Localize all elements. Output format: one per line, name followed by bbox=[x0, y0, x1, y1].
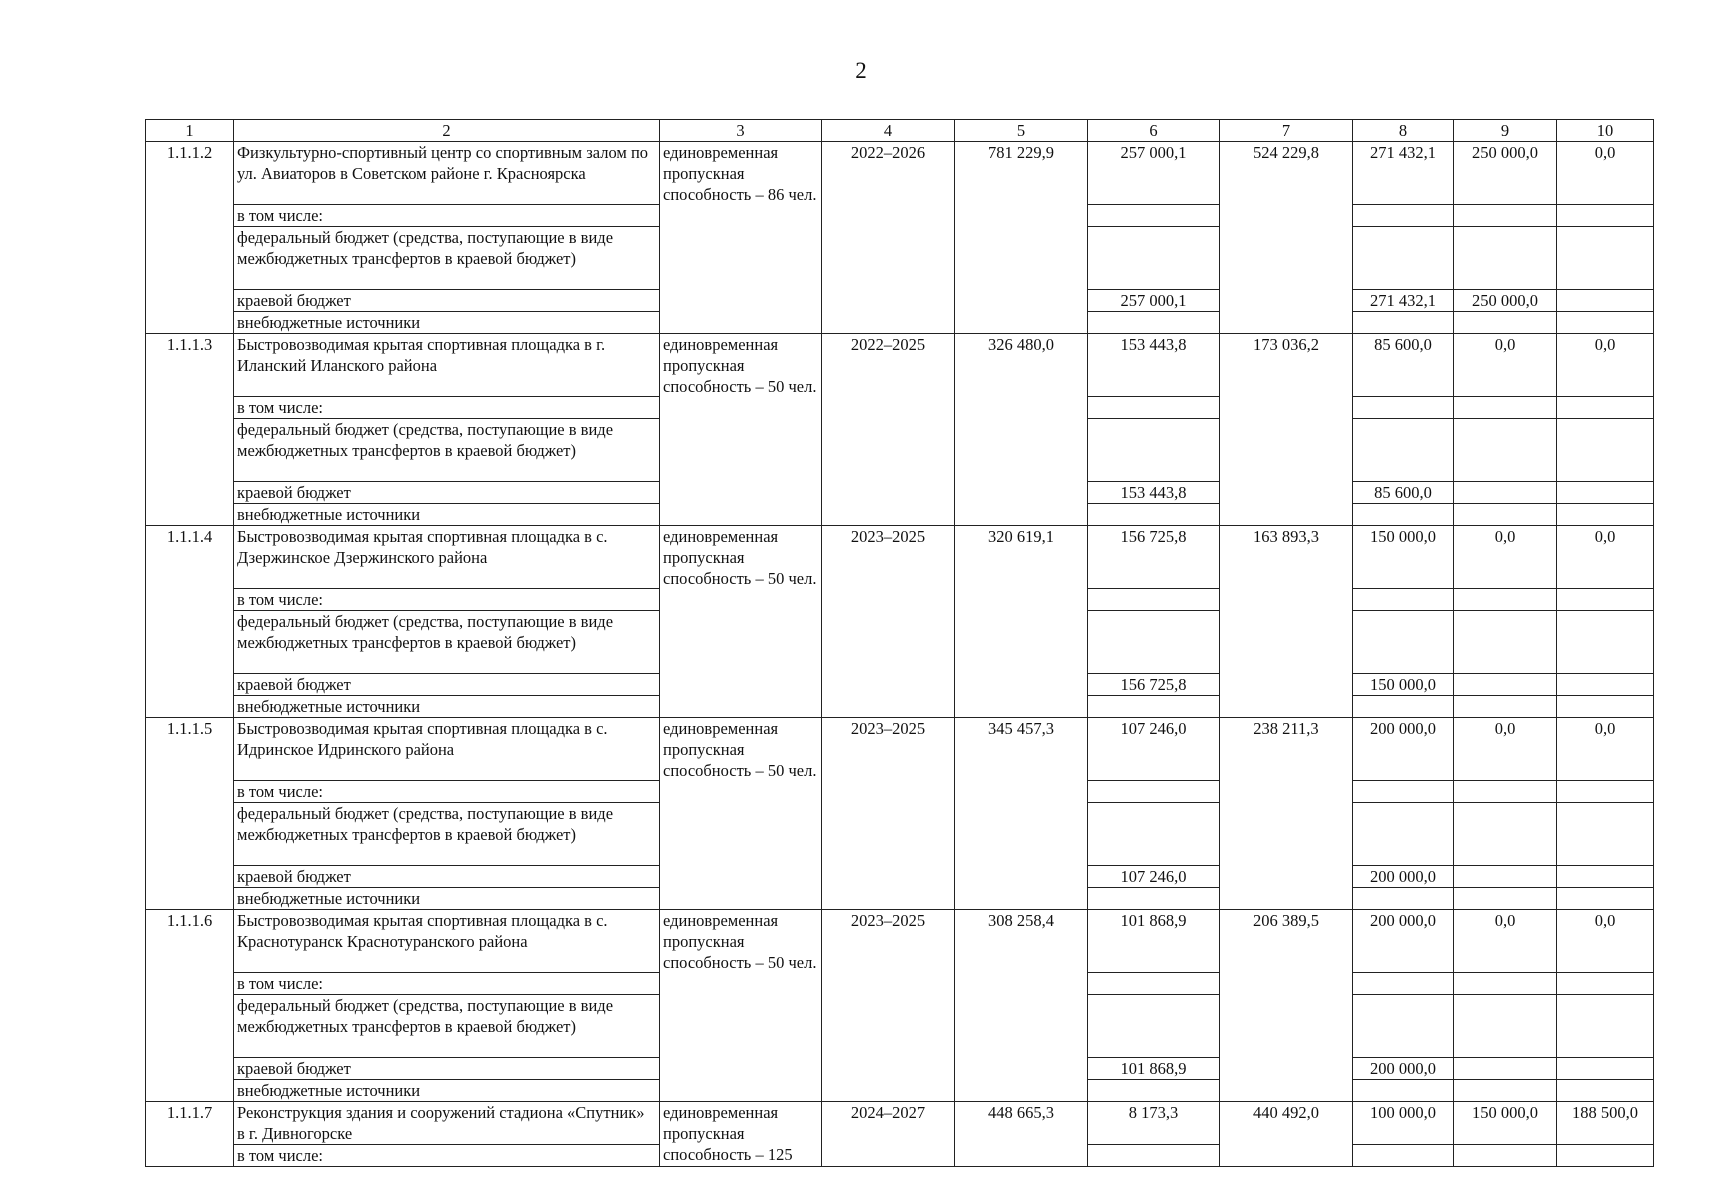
empty-cell bbox=[1557, 312, 1654, 334]
empty-cell bbox=[1088, 1080, 1220, 1102]
federal-budget-label: федеральный бюджет (средства, поступающие в виде межбюджетных трансфертов в краевой бюджет) bbox=[234, 227, 660, 290]
empty-cell bbox=[1088, 781, 1220, 803]
empty-cell bbox=[1088, 205, 1220, 227]
empty-cell bbox=[1088, 589, 1220, 611]
project-code: 1.1.1.6 bbox=[146, 910, 234, 1102]
empty-cell bbox=[1088, 611, 1220, 674]
project-row bbox=[146, 334, 1654, 397]
regional-budget-label: краевой бюджет bbox=[234, 290, 660, 312]
empty-cell bbox=[1353, 205, 1454, 227]
empty-cell bbox=[1557, 1080, 1654, 1102]
extra-budget-label: внебюджетные источники bbox=[234, 312, 660, 334]
column-number: 7 bbox=[1220, 120, 1353, 142]
federal-budget-label: федеральный бюджет (средства, поступающие в виде межбюджетных трансфертов в краевой бюджет) bbox=[234, 419, 660, 482]
col6-value: 8 173,3 bbox=[1088, 1102, 1220, 1145]
extra-budget-label: внебюджетные источники bbox=[234, 888, 660, 910]
col10-value: 0,0 bbox=[1557, 910, 1654, 973]
col7-value: 206 389,5 bbox=[1220, 910, 1353, 1102]
col9-value: 0,0 bbox=[1454, 526, 1557, 589]
regional-col9: 250 000,0 bbox=[1454, 290, 1557, 312]
empty-cell bbox=[1353, 973, 1454, 995]
empty-cell bbox=[1088, 1145, 1220, 1167]
empty-cell bbox=[1088, 696, 1220, 718]
regional-budget-label: краевой бюджет bbox=[234, 1058, 660, 1080]
project-period: 2023–2025 bbox=[822, 526, 955, 718]
project-code: 1.1.1.7 bbox=[146, 1102, 234, 1167]
column-number-row bbox=[146, 120, 1654, 142]
empty-cell bbox=[1454, 589, 1557, 611]
empty-cell bbox=[1557, 1145, 1654, 1167]
empty-cell bbox=[1088, 995, 1220, 1058]
project-period: 2023–2025 bbox=[822, 910, 955, 1102]
project-period: 2022–2025 bbox=[822, 334, 955, 526]
including-label: в том числе: bbox=[234, 589, 660, 611]
project-code: 1.1.1.3 bbox=[146, 334, 234, 526]
empty-cell bbox=[1557, 781, 1654, 803]
col8-value: 271 432,1 bbox=[1353, 142, 1454, 205]
page-number: 2 bbox=[855, 58, 867, 83]
extra-budget-label: внебюджетные источники bbox=[234, 504, 660, 526]
empty-cell bbox=[1353, 397, 1454, 419]
empty-cell bbox=[1353, 1145, 1454, 1167]
project-capacity: единовременная пропускная способность – 50 чел. bbox=[660, 334, 822, 526]
empty-cell bbox=[1557, 995, 1654, 1058]
col10-value: 0,0 bbox=[1557, 526, 1654, 589]
project-row bbox=[146, 142, 1654, 205]
col9-value: 0,0 bbox=[1454, 718, 1557, 781]
project-code: 1.1.1.5 bbox=[146, 718, 234, 910]
col7-value: 173 036,2 bbox=[1220, 334, 1353, 526]
col6-value: 156 725,8 bbox=[1088, 526, 1220, 589]
empty-cell bbox=[1454, 973, 1557, 995]
column-number: 10 bbox=[1557, 120, 1654, 142]
col8-value: 100 000,0 bbox=[1353, 1102, 1454, 1145]
empty-cell bbox=[1557, 803, 1654, 866]
col10-value: 0,0 bbox=[1557, 142, 1654, 205]
empty-cell bbox=[1088, 504, 1220, 526]
empty-cell bbox=[1454, 696, 1557, 718]
regional-col9 bbox=[1454, 482, 1557, 504]
empty-cell bbox=[1557, 397, 1654, 419]
col6-value: 257 000,1 bbox=[1088, 142, 1220, 205]
empty-cell bbox=[1454, 781, 1557, 803]
column-number: 8 bbox=[1353, 120, 1454, 142]
empty-cell bbox=[1353, 611, 1454, 674]
including-label: в том числе: bbox=[234, 397, 660, 419]
empty-cell bbox=[1353, 419, 1454, 482]
empty-cell bbox=[1088, 227, 1220, 290]
col5-value: 781 229,9 bbox=[955, 142, 1088, 334]
regional-col6: 153 443,8 bbox=[1088, 482, 1220, 504]
empty-cell bbox=[1557, 419, 1654, 482]
project-capacity: единовременная пропускная способность – 86 чел. bbox=[660, 142, 822, 334]
empty-cell bbox=[1557, 205, 1654, 227]
including-label: в том числе: bbox=[234, 1145, 660, 1167]
empty-cell bbox=[1454, 1080, 1557, 1102]
regional-col10 bbox=[1557, 482, 1654, 504]
regional-col9 bbox=[1454, 1058, 1557, 1080]
column-number: 3 bbox=[660, 120, 822, 142]
regional-col6: 101 868,9 bbox=[1088, 1058, 1220, 1080]
budget-table bbox=[145, 119, 1654, 1167]
empty-cell bbox=[1454, 1145, 1557, 1167]
empty-cell bbox=[1557, 227, 1654, 290]
empty-cell bbox=[1454, 205, 1557, 227]
regional-col9 bbox=[1454, 674, 1557, 696]
column-number: 5 bbox=[955, 120, 1088, 142]
empty-cell bbox=[1454, 312, 1557, 334]
project-name: Быстровозводимая крытая спортивная площадка в с. Краснотуранск Краснотуранского района bbox=[234, 910, 660, 973]
project-name: Физкультурно-спортивный центр со спортивным залом по ул. Авиаторов в Советском районе г. Красноярска bbox=[234, 142, 660, 205]
col5-value: 345 457,3 bbox=[955, 718, 1088, 910]
empty-cell bbox=[1353, 781, 1454, 803]
federal-budget-label: федеральный бюджет (средства, поступающие в виде межбюджетных трансфертов в краевой бюджет) bbox=[234, 803, 660, 866]
project-period: 2024–2027 bbox=[822, 1102, 955, 1167]
col8-value: 150 000,0 bbox=[1353, 526, 1454, 589]
project-code: 1.1.1.2 bbox=[146, 142, 234, 334]
extra-budget-label: внебюджетные источники bbox=[234, 696, 660, 718]
empty-cell bbox=[1454, 611, 1557, 674]
project-capacity: единовременная пропускная способность – 50 чел. bbox=[660, 718, 822, 910]
empty-cell bbox=[1557, 888, 1654, 910]
col10-value: 0,0 bbox=[1557, 718, 1654, 781]
col6-value: 153 443,8 bbox=[1088, 334, 1220, 397]
project-name: Быстровозводимая крытая спортивная площадка в г. Иланский Иланского района bbox=[234, 334, 660, 397]
empty-cell bbox=[1454, 419, 1557, 482]
regional-col6: 107 246,0 bbox=[1088, 866, 1220, 888]
col9-value: 150 000,0 bbox=[1454, 1102, 1557, 1145]
project-row bbox=[146, 526, 1654, 589]
including-label: в том числе: bbox=[234, 205, 660, 227]
project-period: 2023–2025 bbox=[822, 718, 955, 910]
empty-cell bbox=[1557, 589, 1654, 611]
empty-cell bbox=[1088, 973, 1220, 995]
regional-col8: 200 000,0 bbox=[1353, 1058, 1454, 1080]
regional-col10 bbox=[1557, 674, 1654, 696]
regional-col6: 257 000,1 bbox=[1088, 290, 1220, 312]
empty-cell bbox=[1454, 888, 1557, 910]
regional-budget-label: краевой бюджет bbox=[234, 482, 660, 504]
empty-cell bbox=[1088, 419, 1220, 482]
col7-value: 163 893,3 bbox=[1220, 526, 1353, 718]
empty-cell bbox=[1353, 504, 1454, 526]
col6-value: 107 246,0 bbox=[1088, 718, 1220, 781]
project-row bbox=[146, 718, 1654, 781]
federal-budget-label: федеральный бюджет (средства, поступающие в виде межбюджетных трансфертов в краевой бюджет) bbox=[234, 995, 660, 1058]
including-label: в том числе: bbox=[234, 973, 660, 995]
table-body bbox=[146, 120, 1654, 1167]
empty-cell bbox=[1353, 888, 1454, 910]
col9-value: 250 000,0 bbox=[1454, 142, 1557, 205]
regional-col8: 85 600,0 bbox=[1353, 482, 1454, 504]
project-name: Быстровозводимая крытая спортивная площадка в с. Дзержинское Дзержинского района bbox=[234, 526, 660, 589]
col8-value: 85 600,0 bbox=[1353, 334, 1454, 397]
col8-value: 200 000,0 bbox=[1353, 910, 1454, 973]
column-number: 2 bbox=[234, 120, 660, 142]
empty-cell bbox=[1088, 888, 1220, 910]
regional-budget-label: краевой бюджет bbox=[234, 866, 660, 888]
project-capacity: единовременная пропускная способность – 125 bbox=[660, 1102, 822, 1167]
regional-col10 bbox=[1557, 866, 1654, 888]
regional-col10 bbox=[1557, 1058, 1654, 1080]
including-label: в том числе: bbox=[234, 781, 660, 803]
empty-cell bbox=[1353, 995, 1454, 1058]
empty-cell bbox=[1353, 803, 1454, 866]
regional-col10 bbox=[1557, 290, 1654, 312]
column-number: 6 bbox=[1088, 120, 1220, 142]
extra-budget-label: внебюджетные источники bbox=[234, 1080, 660, 1102]
col9-value: 0,0 bbox=[1454, 334, 1557, 397]
empty-cell bbox=[1557, 696, 1654, 718]
empty-cell bbox=[1353, 696, 1454, 718]
empty-cell bbox=[1088, 312, 1220, 334]
empty-cell bbox=[1088, 397, 1220, 419]
col5-value: 308 258,4 bbox=[955, 910, 1088, 1102]
col6-value: 101 868,9 bbox=[1088, 910, 1220, 973]
col10-value: 0,0 bbox=[1557, 334, 1654, 397]
col7-value: 238 211,3 bbox=[1220, 718, 1353, 910]
empty-cell bbox=[1353, 312, 1454, 334]
regional-col8: 271 432,1 bbox=[1353, 290, 1454, 312]
regional-col6: 156 725,8 bbox=[1088, 674, 1220, 696]
project-name: Быстровозводимая крытая спортивная площадка в с. Идринское Идринского района bbox=[234, 718, 660, 781]
empty-cell bbox=[1088, 803, 1220, 866]
col7-value: 440 492,0 bbox=[1220, 1102, 1353, 1167]
col5-value: 326 480,0 bbox=[955, 334, 1088, 526]
empty-cell bbox=[1454, 227, 1557, 290]
regional-budget-label: краевой бюджет bbox=[234, 674, 660, 696]
col8-value: 200 000,0 bbox=[1353, 718, 1454, 781]
empty-cell bbox=[1557, 973, 1654, 995]
empty-cell bbox=[1454, 397, 1557, 419]
project-row bbox=[146, 1102, 1654, 1145]
project-name: Реконструкция здания и сооружений стадиона «Спутник» в г. Дивногорске bbox=[234, 1102, 660, 1145]
empty-cell bbox=[1454, 504, 1557, 526]
regional-col8: 150 000,0 bbox=[1353, 674, 1454, 696]
project-capacity: единовременная пропускная способность – 50 чел. bbox=[660, 526, 822, 718]
federal-budget-label: федеральный бюджет (средства, поступающие в виде межбюджетных трансфертов в краевой бюджет) bbox=[234, 611, 660, 674]
regional-col8: 200 000,0 bbox=[1353, 866, 1454, 888]
col7-value: 524 229,8 bbox=[1220, 142, 1353, 334]
empty-cell bbox=[1353, 589, 1454, 611]
column-number: 9 bbox=[1454, 120, 1557, 142]
empty-cell bbox=[1454, 995, 1557, 1058]
empty-cell bbox=[1353, 227, 1454, 290]
col5-value: 448 665,3 bbox=[955, 1102, 1088, 1167]
regional-col9 bbox=[1454, 866, 1557, 888]
project-period: 2022–2026 bbox=[822, 142, 955, 334]
empty-cell bbox=[1353, 1080, 1454, 1102]
empty-cell bbox=[1557, 504, 1654, 526]
project-capacity: единовременная пропускная способность – 50 чел. bbox=[660, 910, 822, 1102]
col5-value: 320 619,1 bbox=[955, 526, 1088, 718]
col9-value: 0,0 bbox=[1454, 910, 1557, 973]
empty-cell bbox=[1557, 611, 1654, 674]
project-row bbox=[146, 910, 1654, 973]
empty-cell bbox=[1454, 803, 1557, 866]
col10-value: 188 500,0 bbox=[1557, 1102, 1654, 1145]
column-number: 1 bbox=[146, 120, 234, 142]
column-number: 4 bbox=[822, 120, 955, 142]
project-code: 1.1.1.4 bbox=[146, 526, 234, 718]
